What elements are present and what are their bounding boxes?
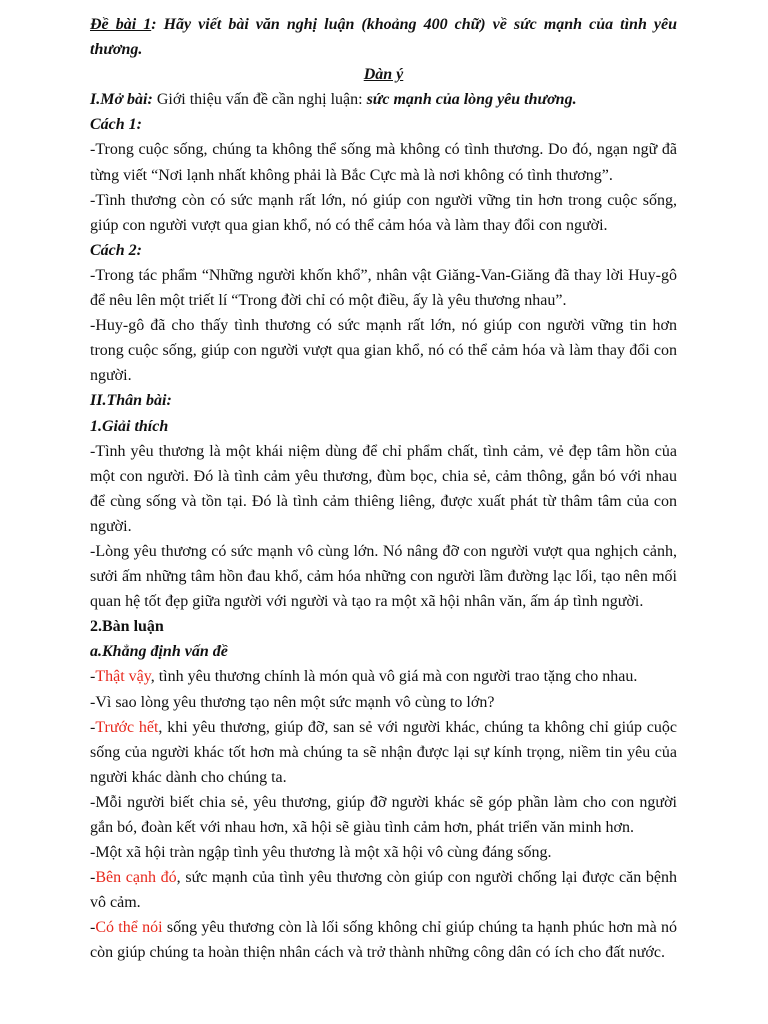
- intro-heading: I.Mở bài:: [90, 91, 153, 109]
- outline-heading: Dàn ý: [363, 66, 404, 84]
- paragraph-dash: -: [90, 869, 96, 887]
- discuss-paragraph: [90, 865, 677, 915]
- outline-heading-line: [90, 62, 677, 87]
- discuss-paragraph: [90, 690, 677, 715]
- explain-paragraph-2: -Lòng yêu thương có sức mạnh vô cùng lớn. Nó nâng đỡ con người vượt qua nghịch cảnh, sưởi ấm những tâm hồn đau khổ, cảm hóa những con người lầm đường lạc lối, tạo nên mối quan hệ tốt đẹp giữa người với người và tạo ra một xã hội nhân văn, ấm áp tình người.: [90, 542, 677, 611]
- intro-text: Giới thiệu vấn đề cần nghị luận:: [152, 91, 367, 109]
- way1-paragraph-2: -Tình thương còn có sức mạnh rất lớn, nó giúp con người vững tin hơn trong cuộc sống, giúp con người vượt qua gian khổ, nó có thể cảm hóa và làm thay đổi con người.: [90, 191, 677, 234]
- discuss-subheading: a.Khẳng định vấn đề: [90, 643, 228, 661]
- body-heading: II.Thân bài:: [90, 392, 172, 410]
- highlight-phrase: Trước hết: [95, 718, 159, 736]
- paragraph-text: sống yêu thương còn là lối sống không chỉ giúp chúng ta hạnh phúc hơn mà nó còn giúp chúng ta hoàn thiện nhân cách và trở thành những công dân có ích cho đất nước.: [90, 919, 677, 962]
- way2-paragraph-2: -Huy-gô đã cho thấy tình thương có sức mạnh rất lớn, nó giúp con người vững tin hơn trong cuộc sống, giúp con người vượt qua gian khổ, nó có thể cảm hóa và làm thay đổi con người.: [90, 317, 677, 385]
- paragraph-text: -Vì sao lòng yêu thương tạo nên một sức mạnh vô cùng to lớn?: [90, 693, 495, 711]
- highlight-phrase: Bên cạnh đó: [95, 869, 177, 887]
- way2-heading: Cách 2:: [90, 241, 142, 259]
- paragraph-text: , tình yêu thương chính là món quà vô giá mà con người trao tặng cho nhau.: [150, 668, 638, 686]
- paragraph-text: , sức mạnh của tình yêu thương còn giúp con người chống lại được căn bệnh vô cảm.: [90, 869, 677, 912]
- discuss-items: [90, 664, 677, 965]
- explain-heading: 1.Giải thích: [90, 417, 169, 435]
- assignment-title: [90, 12, 677, 62]
- paragraph-text: , khi yêu thương, giúp đỡ, san sẻ với người khác, chúng ta không chỉ giúp cuộc sống của người khác tốt hơn mà chúng ta sẽ nhận được lại sự kính trọng, niềm tin yêu của người khác dành cho chúng ta.: [90, 718, 677, 786]
- intro-topic: sức mạnh của lòng yêu thương.: [366, 91, 577, 109]
- assignment-prompt: Hãy viết bài văn nghị luận (khoảng 400 chữ) về sức mạnh của tình yêu thương.: [90, 16, 677, 59]
- paragraph-dash: -: [90, 919, 96, 937]
- way2-paragraph-1: -Trong tác phẩm “Những người khốn khổ”, nhân vật Giăng-Van-Giăng đã thay lời Huy-gô để nêu lên một triết lí “Trong đời chỉ có một điều, ấy là yêu thương nhau”.: [90, 266, 677, 310]
- way1-heading: Cách 1:: [90, 116, 142, 134]
- highlight-phrase: Thật vậy: [95, 668, 151, 686]
- paragraph-dash: -: [90, 668, 96, 686]
- discuss-paragraph: [90, 664, 677, 689]
- discuss-paragraph: [90, 790, 677, 840]
- paragraph-text: -Một xã hội tràn ngập tình yêu thương là một xã hội vô cùng đáng sống.: [90, 844, 552, 862]
- discuss-paragraph: [90, 840, 677, 865]
- explain-paragraph-1: -Tình yêu thương là một khái niệm dùng để chỉ phẩm chất, tình cảm, vẻ đẹp tâm hồn của một con người. Đó là tình cảm yêu thương, đùm bọc, chia sẻ, cảm thông, gắn bó với nhau để cùng sống và tồn tại. Đó là tình cảm thiêng liêng, được xuất phát từ thâm tâm của con người.: [90, 442, 677, 535]
- discuss-paragraph: [90, 915, 677, 965]
- way1-paragraph-1: -Trong cuộc sống, chúng ta không thể sống mà không có tình thương. Do đó, ngạn ngữ đã từng viết “Nơi lạnh nhất không phải là Bắc Cực mà là nơi không có tình thương”.: [90, 141, 677, 184]
- paragraph-dash: -: [90, 718, 96, 736]
- discuss-paragraph: [90, 715, 677, 790]
- assignment-label: Đề bài 1: [90, 16, 152, 33]
- intro-line: [90, 87, 677, 112]
- highlight-phrase: Có thể nói: [95, 919, 163, 937]
- assignment-label-separator: :: [151, 16, 157, 33]
- discuss-heading: 2.Bàn luận: [90, 618, 164, 636]
- paragraph-text: -Mỗi người biết chia sẻ, yêu thương, giúp đỡ người khác sẽ góp phần làm cho con người gắn bó, đoàn kết với nhau hơn, xã hội sẽ giàu tình cảm hơn, phát triển văn minh hơn.: [90, 793, 677, 836]
